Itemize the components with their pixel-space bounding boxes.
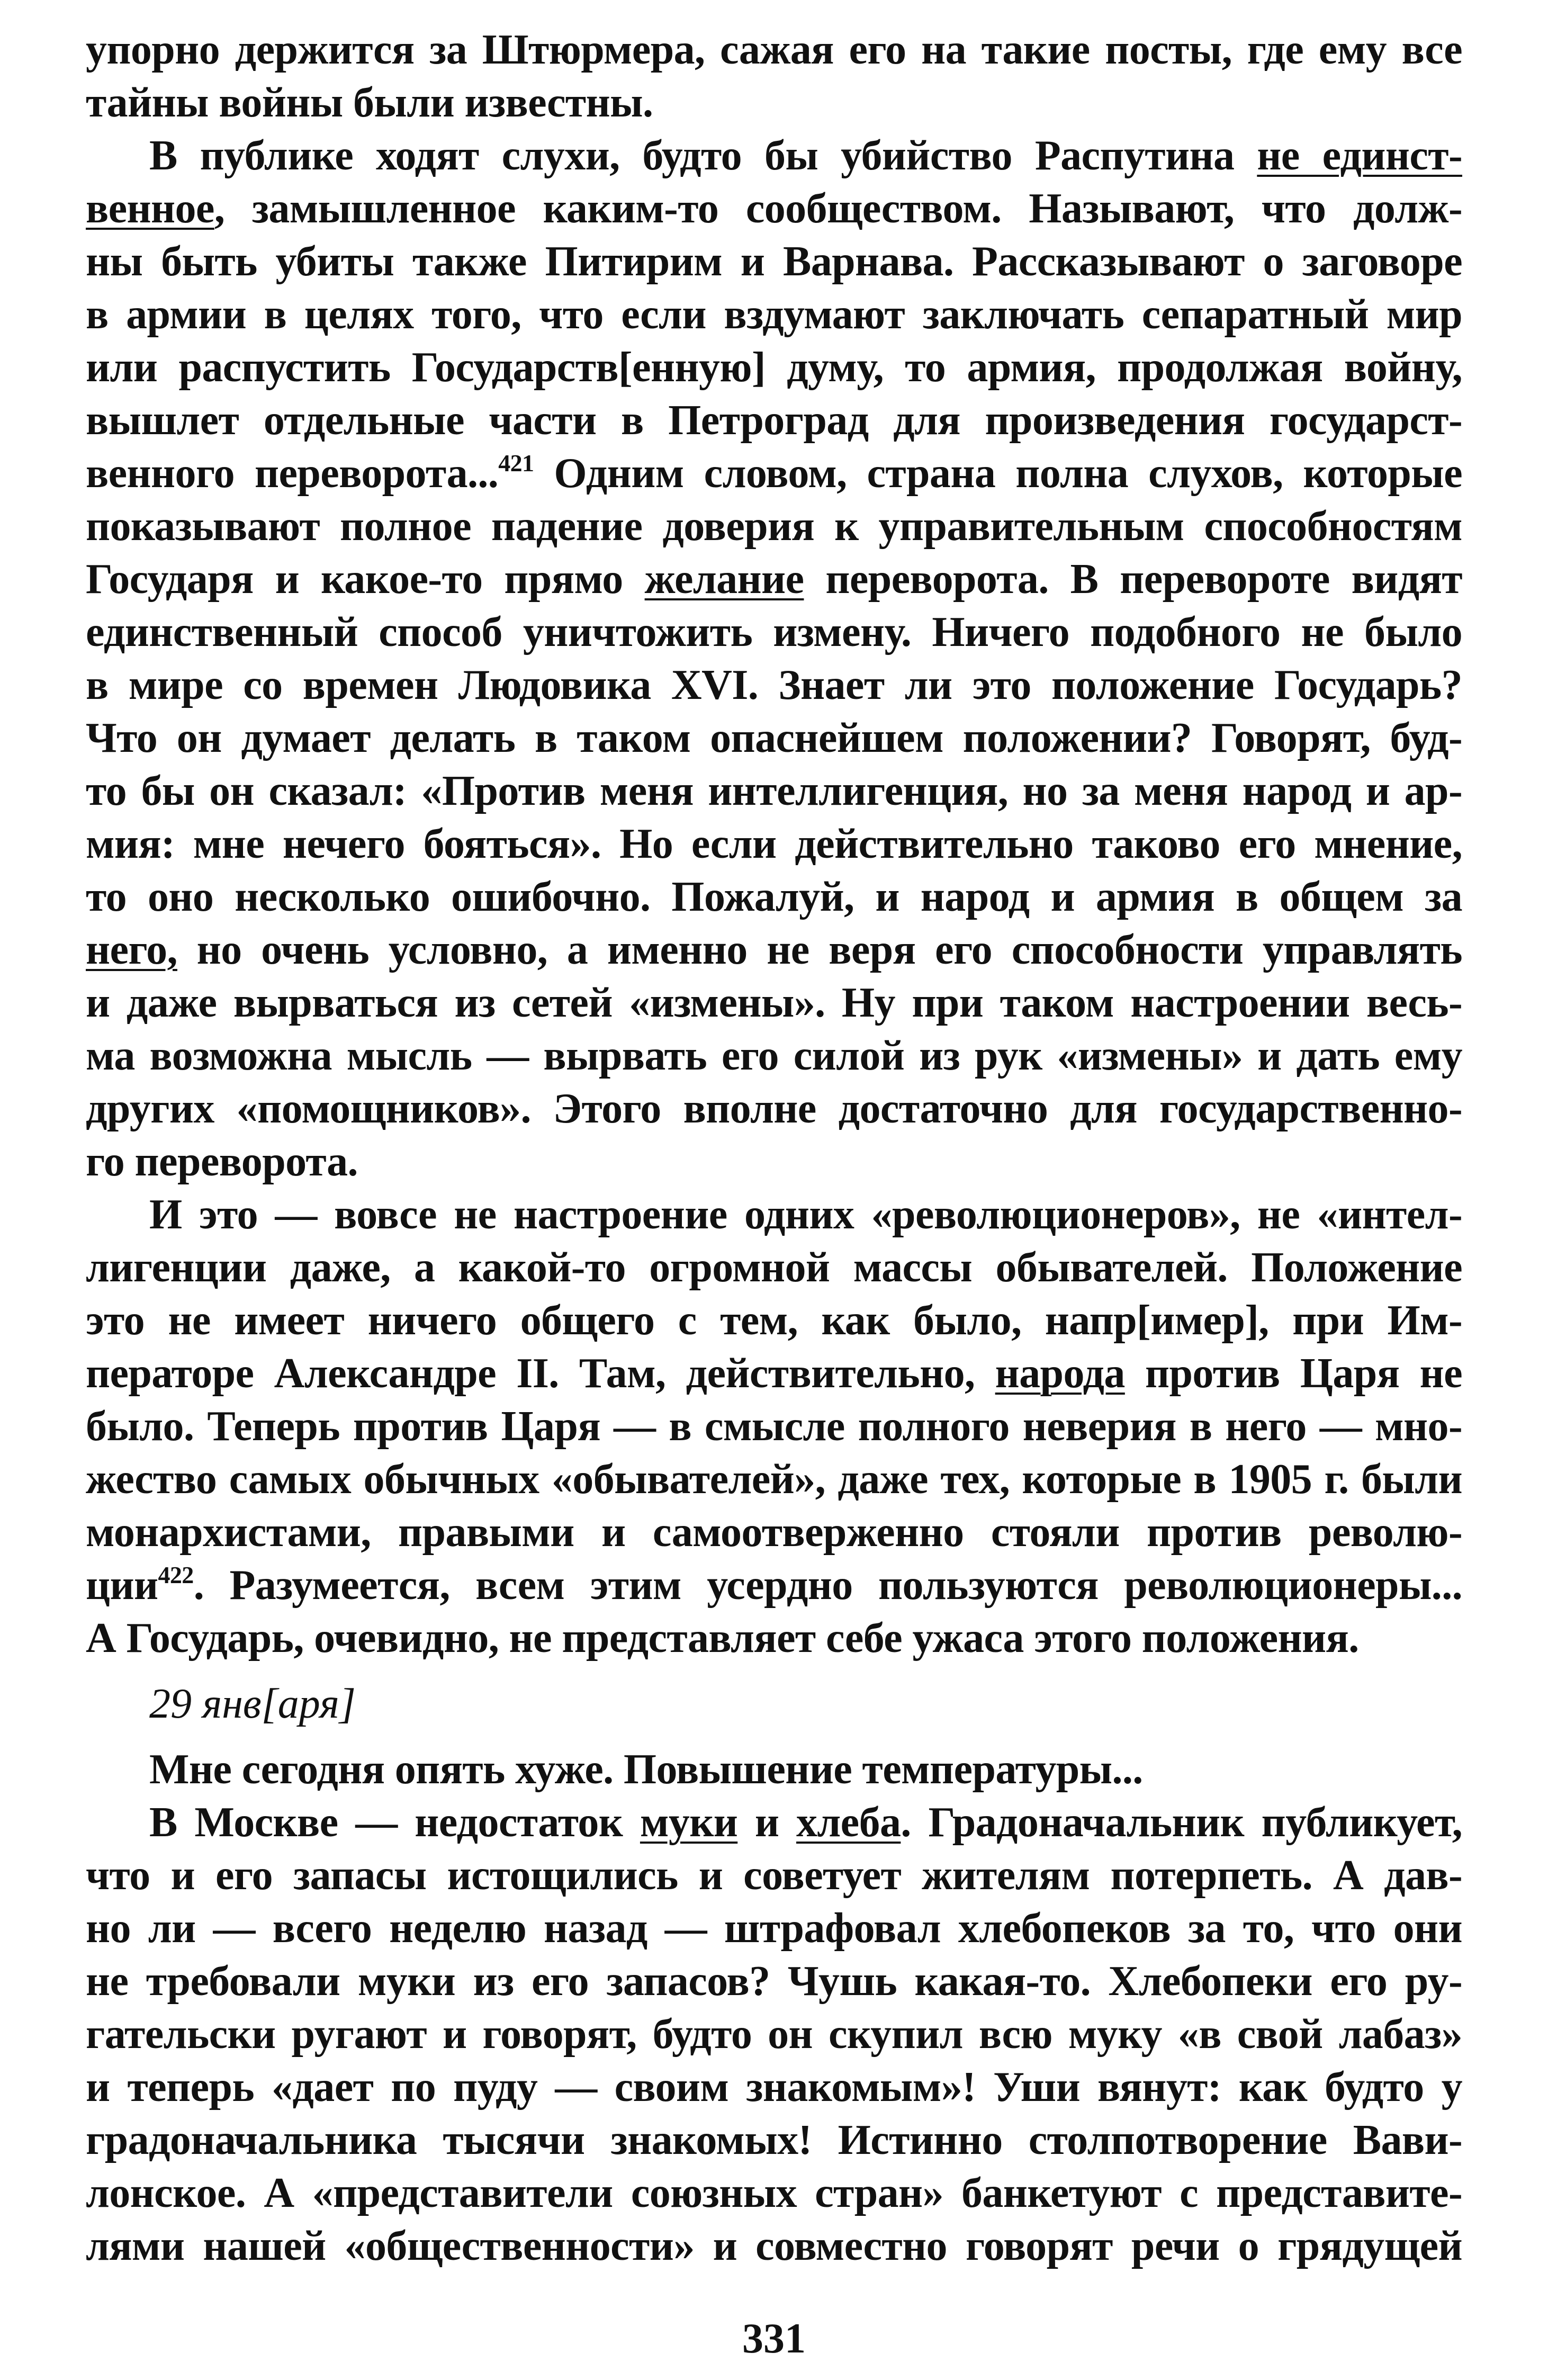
text-line: ма возможна мысль — вырвать его силой из рук «измены» и дать ему <box>86 1032 1462 1079</box>
text-line: то бы он сказал: «Против меня интеллигенция, но за меня народ и ар- <box>86 768 1462 814</box>
text-line: го переворота. <box>86 1138 358 1185</box>
text-line: ции$^{422}$. Разумеется, всем этим усердно пользуются революционеры... <box>86 1561 1462 1609</box>
underlined-text: него, <box>86 927 177 973</box>
underlined-text: хлеба <box>796 1799 901 1846</box>
text-line: ператоре Александре II. Там, действительно, народа против Царя не <box>86 1350 1462 1397</box>
text-line: Мне сегодня опять хуже. Повышение температуры... <box>149 1746 1143 1793</box>
text-line: вышлет отдельные части в Петроград для произведения государст- <box>86 397 1462 444</box>
text-line: показывают полное падение доверия к управительным способностям <box>86 503 1462 550</box>
text-line: но ли — всего неделю назад — штрафовал хлебопеков за то, что они <box>86 1905 1462 1952</box>
text-line: венное, замышленное каким-то сообществом. Называют, что долж- <box>86 185 1462 232</box>
text-line: то оно несколько ошибочно. Пожалуй, и народ и армия в общем за <box>86 874 1462 920</box>
text-line: единственный способ уничтожить измену. Ничего подобного не было <box>86 609 1462 655</box>
underlined-text: желание <box>644 556 804 603</box>
text-line: других «помощников». Этого вполне достаточно для государственно- <box>86 1085 1462 1132</box>
paragraph-moscow <box>86 1796 1462 2273</box>
text-line: градоначальника тысячи знакомых! Истинно столпотворение Вави- <box>86 2117 1462 2163</box>
text-line: него, но очень условно, а именно не веря его способности управлять <box>86 927 1462 973</box>
text-line: и теперь «дает по пуду — своим знакомым»! Уши вянут: как будто у <box>86 2064 1462 2110</box>
text-line: было. Теперь против Царя — в смысле полного неверия в него — мно- <box>86 1403 1462 1450</box>
paragraph-continuation <box>86 23 1462 129</box>
paragraph-mood <box>86 1188 1462 1665</box>
footnote-ref: 422 <box>158 1561 194 1588</box>
text-line: лями нашей «общественности» и совместно говорят речи о грядущей <box>86 2223 1462 2269</box>
text-line: лигенции даже, а какой-то огромной массы обывателей. Положение <box>86 1244 1462 1291</box>
paragraph-health <box>86 1743 1462 1796</box>
text-line: или распустить Государств[енную] думу, то армия, продолжая войну, <box>86 344 1462 391</box>
text-line: Что он думает делать в таком опаснейшем положении? Говорят, буд- <box>86 715 1462 761</box>
text-line: это не имеет ничего общего с тем, как было, напр[имер], при Им- <box>86 1297 1462 1344</box>
text-line: монархистами, правыми и самоотверженно стояли против револю- <box>86 1509 1462 1556</box>
text-line: упорно держится за Штюрмера, сажая его на такие посты, где ему все <box>86 26 1462 73</box>
text-line: в мире со времен Людовика XVI. Знает ли это положение Государь? <box>86 662 1462 708</box>
text-line: И это — вовсе не настроение одних «революционеров», не «интел- <box>149 1191 1462 1238</box>
underlined-text: венное <box>86 185 214 232</box>
text-line: венного переворота...$^{421}$ Одним словом, страна полна слухов, которые <box>86 450 1463 497</box>
text-line: тайны войны были известны. <box>86 79 653 126</box>
text-line: мия: мне нечего бояться». Но если действительно таково его мнение, <box>86 821 1462 867</box>
text-line: гательски ругают и говорят, будто он скупил всю муку «в свой лабаз» <box>86 2011 1462 2058</box>
underlined-text: муки <box>640 1799 738 1846</box>
page-number: 331 <box>742 2315 806 2362</box>
text-line: Государя и какое-то прямо желание переворота. В перевороте видят <box>86 556 1462 603</box>
text-line: ны быть убиты также Питирим и Варнава. Рассказывают о заговоре <box>86 238 1462 285</box>
text-line: В публике ходят слухи, будто бы убийство Распутина не единст- <box>149 132 1462 179</box>
text-line: А Государь, очевидно, не представляет себе ужаса этого положения. <box>86 1615 1359 1661</box>
date-heading: 29 янв[аря] <box>149 1681 356 1727</box>
paragraph-rumors <box>86 129 1462 1188</box>
text-line: жество самых обычных «обывателей», даже тех, которые в 1905 г. были <box>86 1456 1462 1503</box>
text-line: и даже вырваться из сетей «измены». Ну при таком настроении весь- <box>86 980 1462 1026</box>
underlined-text: не единст- <box>1257 132 1462 179</box>
text-line: в армии в целях того, что если вздумают заключать сепаратный мир <box>86 291 1462 338</box>
text-line: не требовали муки из его запасов? Чушь какая-то. Хлебопеки его ру- <box>86 1958 1462 2005</box>
text-line: В Москве — недостаток муки и хлеба. Градоначальник публикует, <box>149 1799 1462 1846</box>
text-line: что и его запасы истощились и советует жителям потерпеть. А дав- <box>86 1852 1462 1899</box>
footnote-ref: 421 <box>498 450 534 477</box>
underlined-text: народа <box>995 1350 1125 1397</box>
page-body <box>86 23 1462 2353</box>
text-line: лонское. А «представители союзных стран» банкетуют с представите- <box>86 2170 1462 2216</box>
